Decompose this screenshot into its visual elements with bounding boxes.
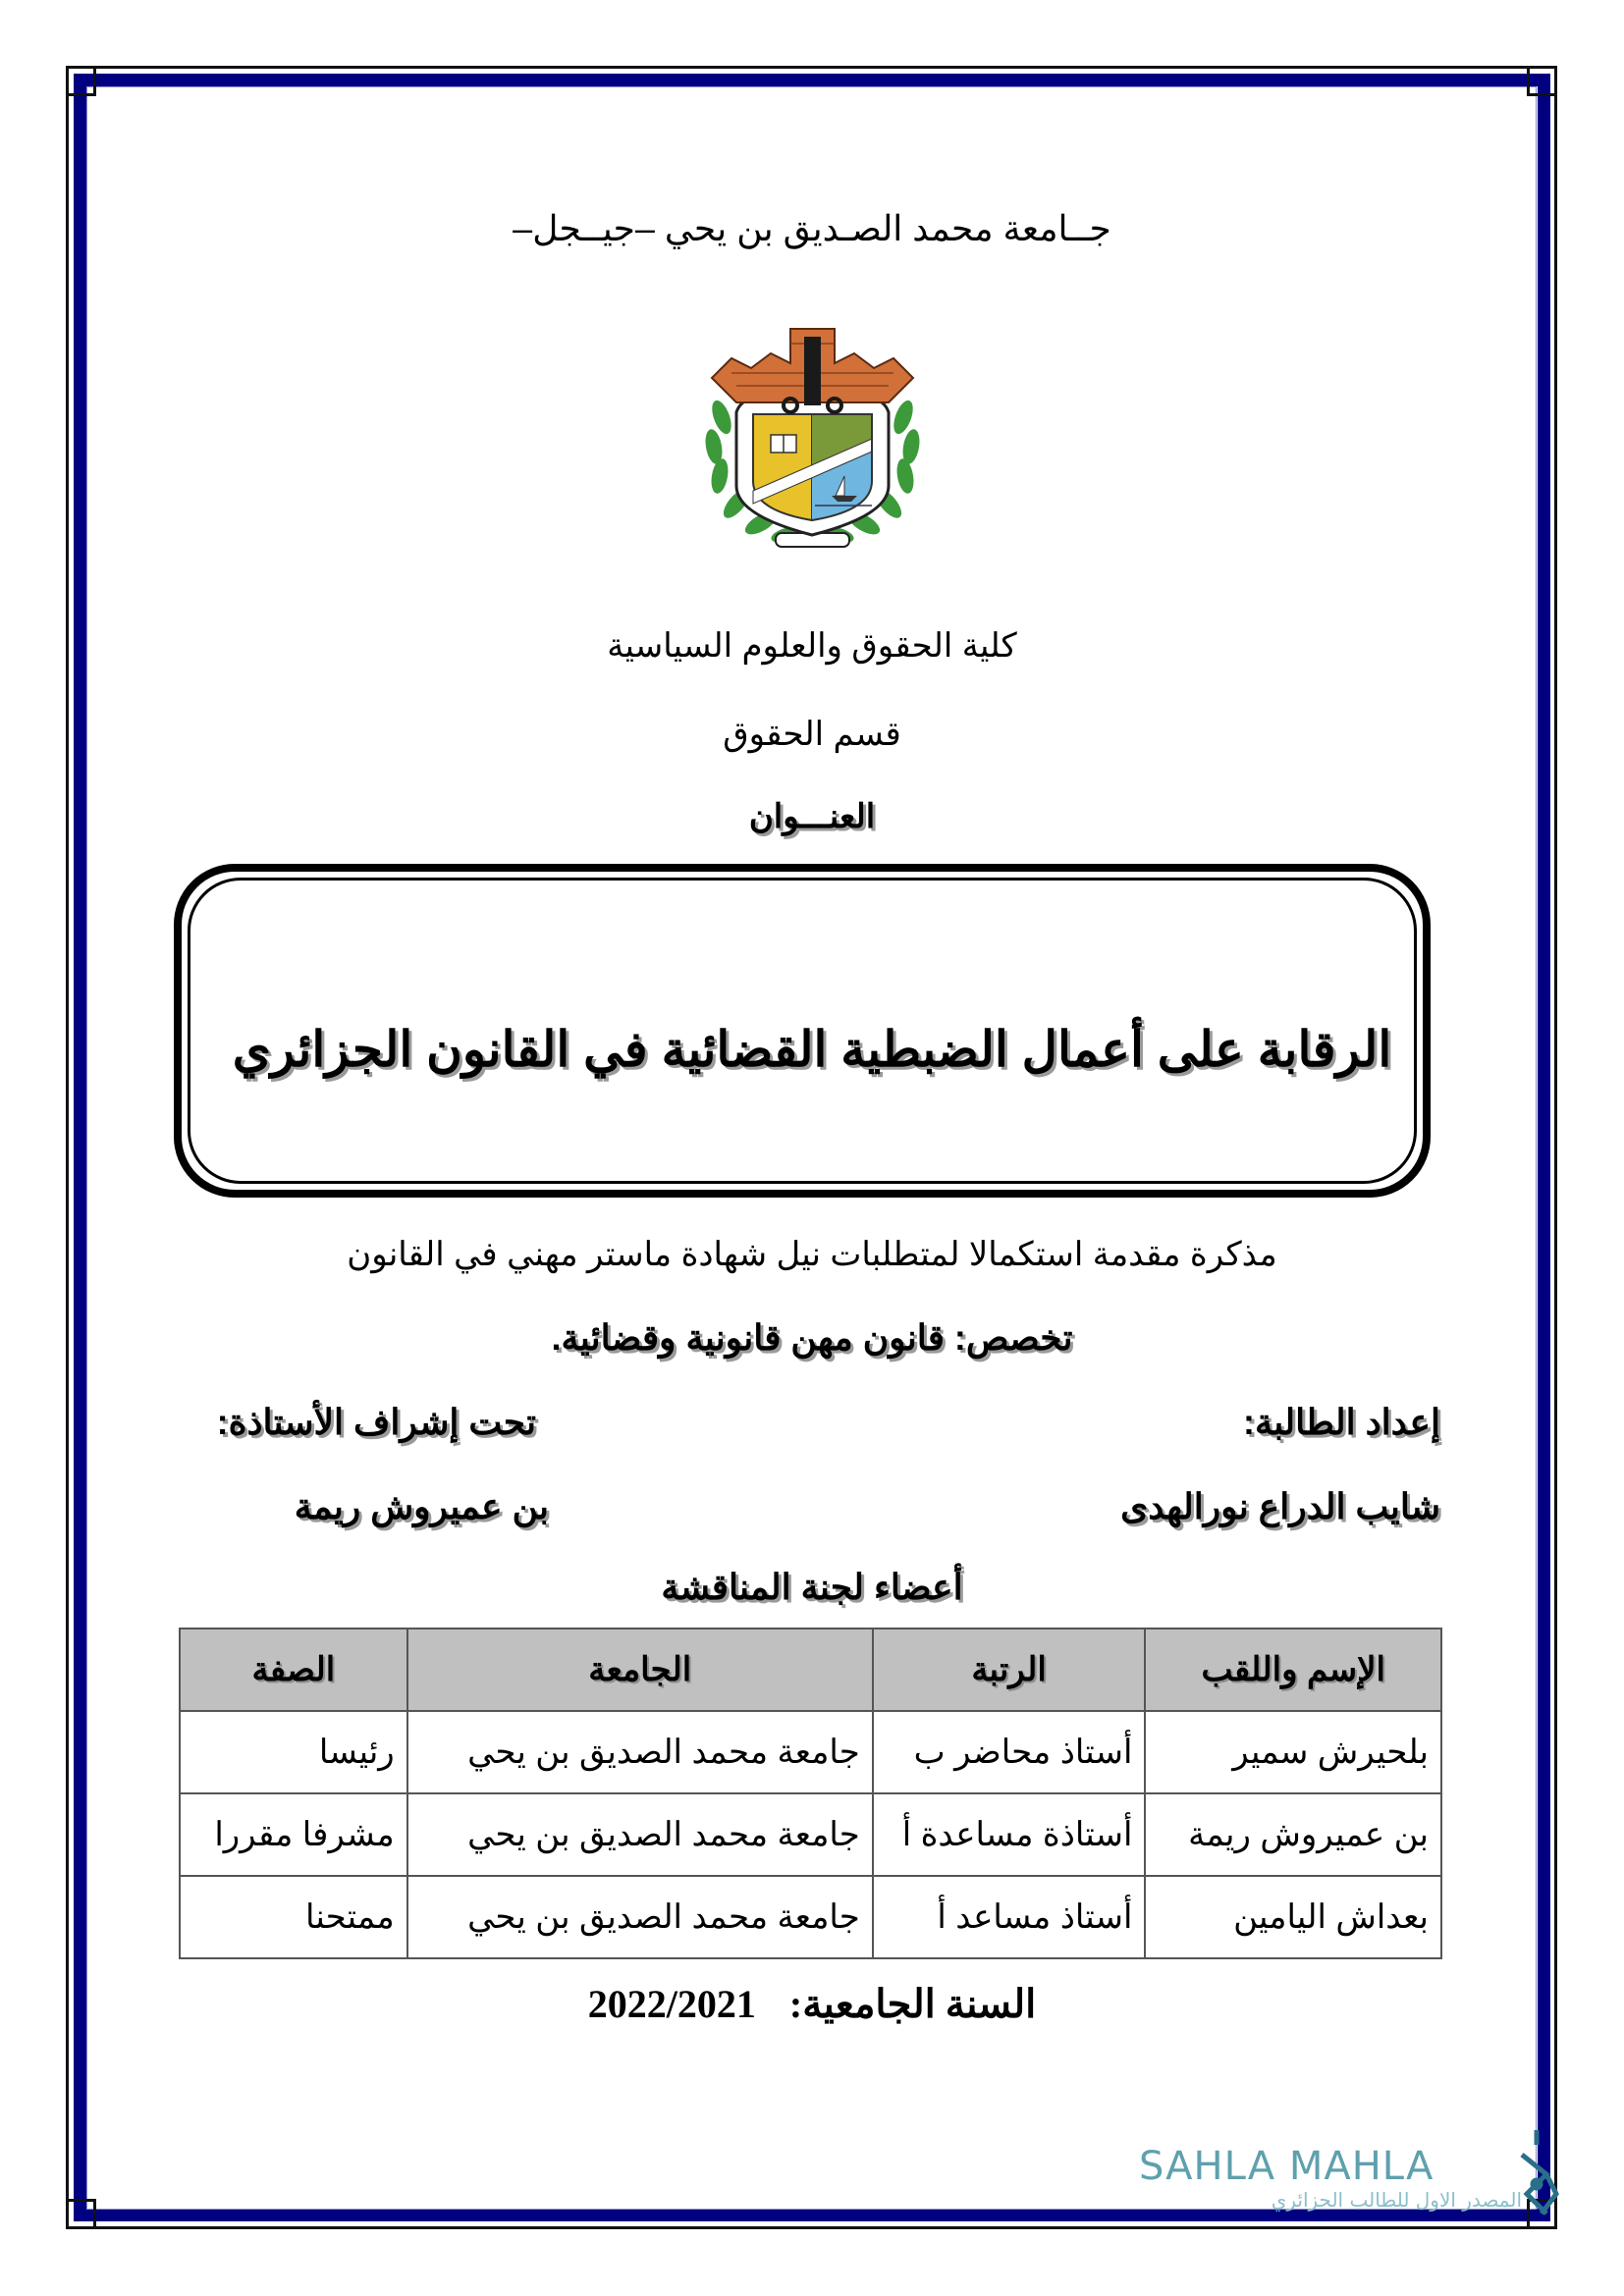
border-corner-ornament — [66, 2199, 96, 2229]
cell-role: ممتحنا — [180, 1876, 407, 1958]
watermark-arabic: المصدر الاول للطالب الجزائري — [1271, 2188, 1522, 2212]
table-row — [180, 1711, 1441, 1793]
university-crest-logo — [692, 319, 933, 560]
academic-year-value: 2022/2021 — [587, 1982, 756, 2026]
header-university: الجامعة — [407, 1629, 873, 1711]
header-name: الإسم واللقب — [1145, 1629, 1441, 1711]
prepared-by-label: إعداد الطالبة: — [1242, 1402, 1440, 1442]
header-rank: الرتبة — [873, 1629, 1146, 1711]
cell-role: مشرفا مقررا — [180, 1793, 407, 1876]
academic-year-label: السنة الجامعية: — [788, 1982, 1037, 2026]
table-row — [180, 1793, 1441, 1876]
header-role: الصفة — [180, 1629, 407, 1711]
committee-table — [179, 1628, 1442, 1959]
thesis-purpose: مذكرة مقدمة استكمالا لمتطلبات نيل شهادة ماستر مهني في القانون — [347, 1236, 1277, 1273]
watermark-latin: SAHLA MAHLA — [1139, 2144, 1435, 2189]
cell-university: جامعة محمد الصديق بن يحي — [407, 1711, 873, 1793]
title-label: العنـــوان — [748, 798, 876, 835]
border-corner-ornament — [1527, 66, 1557, 96]
border-corner-ornament — [66, 66, 96, 96]
cell-rank: أستاذة مساعدة أ — [873, 1793, 1146, 1876]
cell-role: رئيسا — [180, 1711, 407, 1793]
cell-university: جامعة محمد الصديق بن يحي — [407, 1793, 873, 1876]
thesis-title: الرقابة على أعمال الضبطية القضائية في القانون الجزائري — [232, 1022, 1392, 1077]
faculty-name: كلية الحقوق والعلوم السياسية — [607, 627, 1017, 665]
cell-rank: أستاذ مساعد أ — [873, 1876, 1146, 1958]
academic-year-line — [0, 1981, 1624, 2027]
cell-name: بن عميروش ريمة — [1145, 1793, 1441, 1876]
department-name: قسم الحقوق — [723, 716, 901, 753]
table-row — [180, 1876, 1441, 1958]
committee-title: أعضاء لجنة المناقشة — [661, 1567, 963, 1607]
student-name: شايب الدراع نورالهدى — [1120, 1486, 1440, 1526]
university-name: جــامعة محمد الصـديق بن يحي –جيــجل– — [513, 208, 1111, 248]
cell-rank: أستاذ محاضر ب — [873, 1711, 1146, 1793]
cell-university: جامعة محمد الصديق بن يحي — [407, 1876, 873, 1958]
crest-icon — [692, 319, 933, 560]
watermark-calligraphy-icon — [1507, 2125, 1566, 2223]
cell-name: بلحيرش سمير — [1145, 1711, 1441, 1793]
specialty: تخصص: قانون مهن قانونية وقضائية. — [551, 1317, 1073, 1358]
table-header-row — [180, 1629, 1441, 1711]
sahla-mahla-watermark — [1139, 2145, 1522, 2212]
supervisor-name: بن عميروش ريمة — [294, 1486, 549, 1526]
supervisor-label: تحت إشراف الأستاذة: — [216, 1402, 536, 1442]
cell-name: بعداش اليامين — [1145, 1876, 1441, 1958]
